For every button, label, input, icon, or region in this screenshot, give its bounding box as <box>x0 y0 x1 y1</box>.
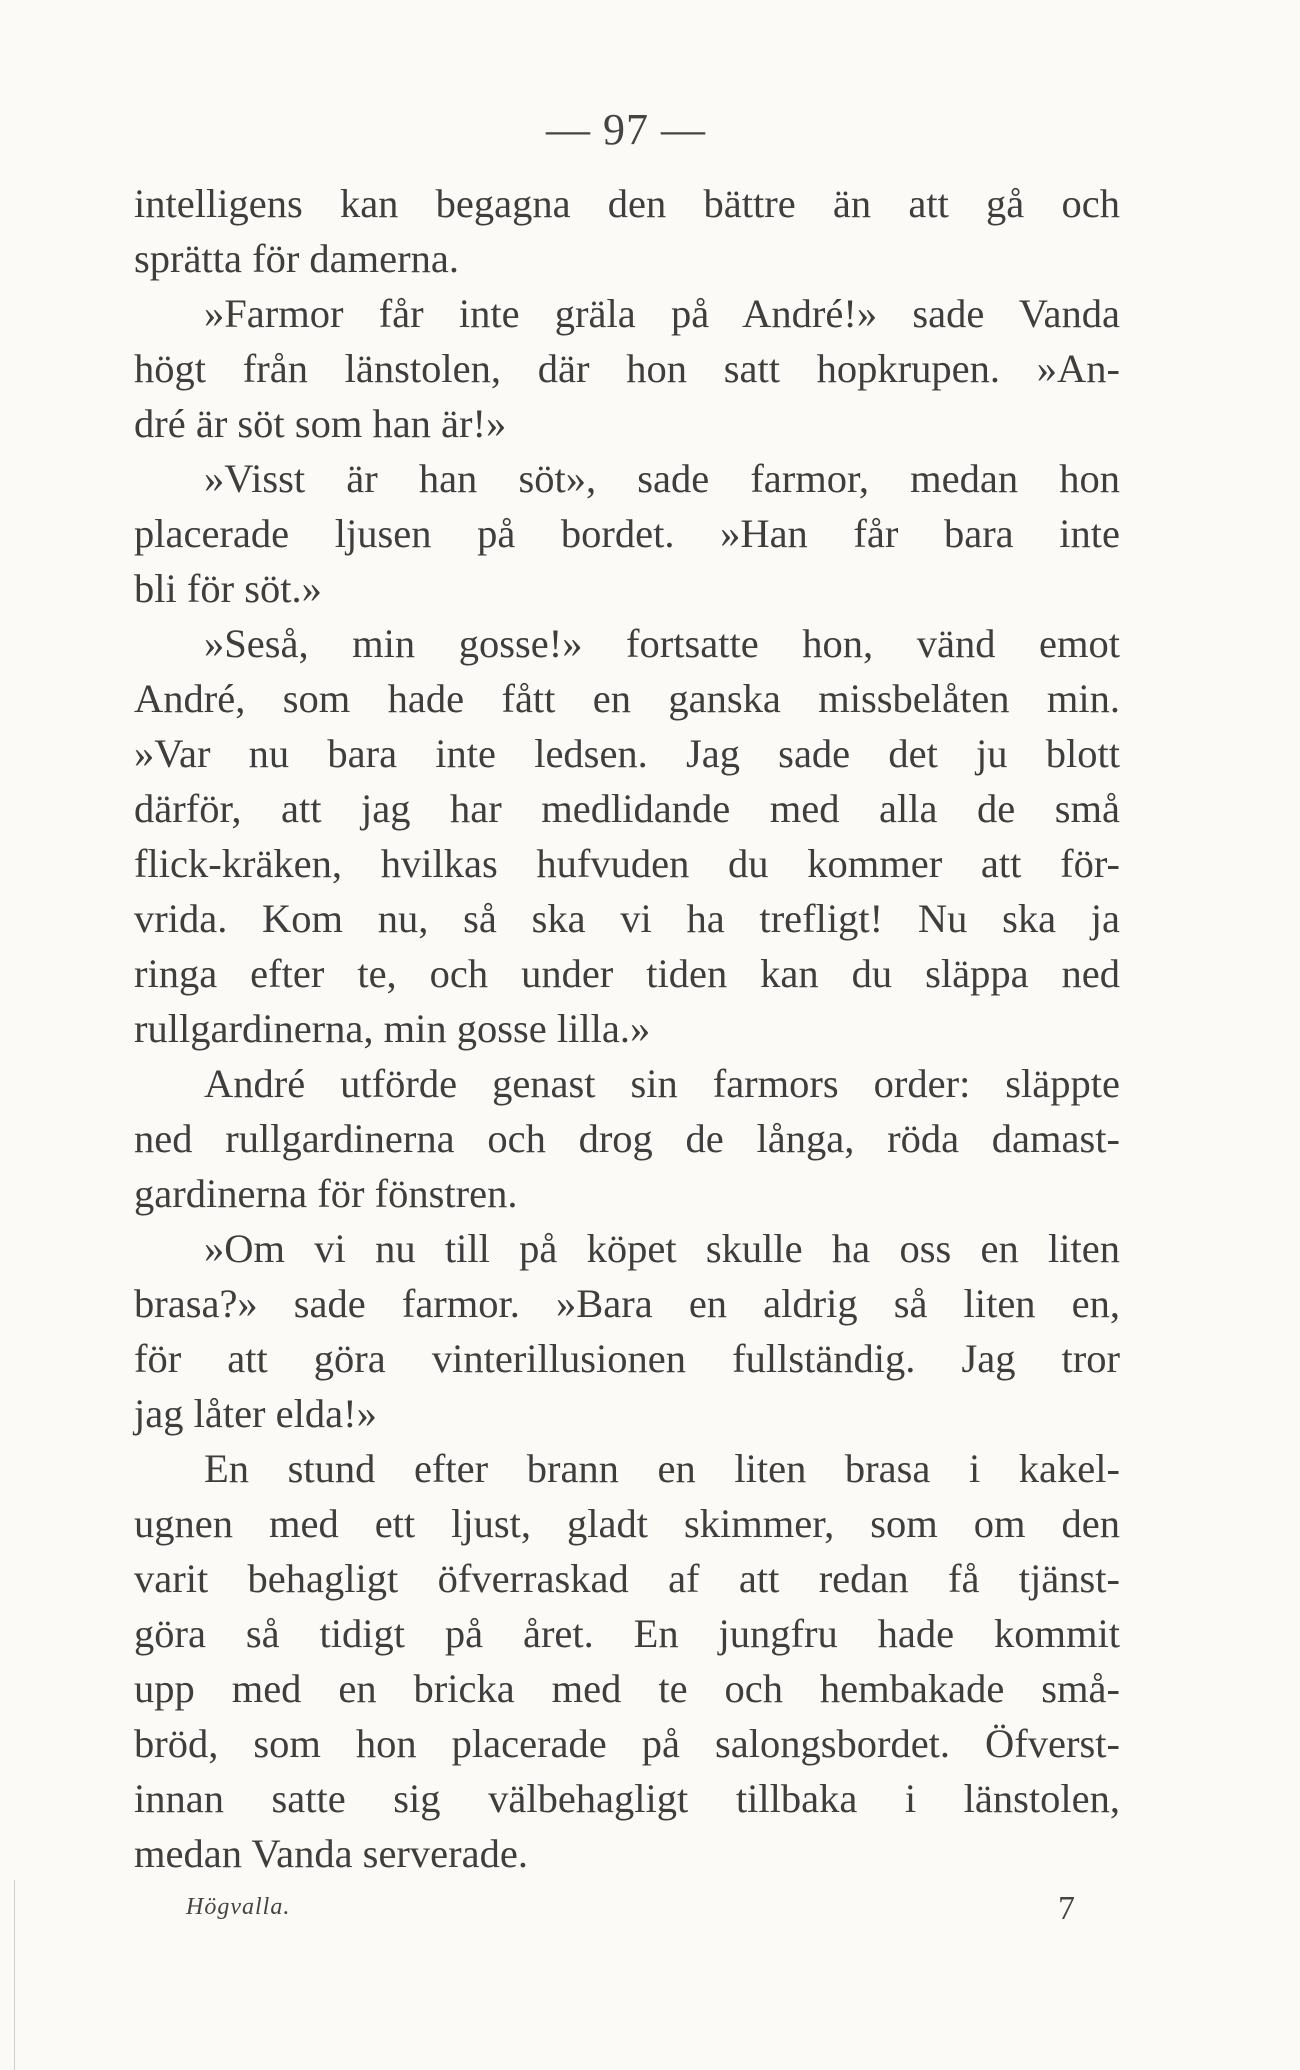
text-line: för att göra vinterillusionen fullständig. Jag tror <box>134 1336 1120 1381</box>
text-line: vrida. Kom nu, så ska vi ha trefligt! Nu ska ja <box>134 896 1120 941</box>
signature-mark: Högvalla. <box>186 1894 291 1920</box>
text-line: jag låter elda!» <box>134 1391 377 1436</box>
text-line: »Farmor får inte gräla på André!» sade Vanda <box>204 291 1120 336</box>
text-line: brasa?» sade farmor. »Bara en aldrig så liten en, <box>134 1281 1120 1326</box>
text-line: innan satte sig välbehagligt tillbaka i länstolen, <box>134 1776 1120 1821</box>
text-line: varit behagligt öfverraskad af att redan få tjänst- <box>134 1556 1120 1601</box>
text-line: En stund efter brann en liten brasa i kakel- <box>204 1446 1120 1491</box>
text-line: flick-kräken, hvilkas hufvuden du kommer att för- <box>134 841 1120 886</box>
text-line: intelligens kan begagna den bättre än att gå och <box>134 181 1120 226</box>
text-line: dré är söt som han är!» <box>134 401 507 446</box>
text-line: bröd, som hon placerade på salongsbordet. Öfverst- <box>134 1721 1120 1766</box>
text-line: André, som hade fått en ganska missbelåten min. <box>134 676 1120 721</box>
text-line: medan Vanda serverade. <box>134 1831 528 1876</box>
text-line: »Om vi nu till på köpet skulle ha oss en liten <box>204 1226 1120 1271</box>
page-edge-divider <box>14 1880 15 2070</box>
text-line: placerade ljusen på bordet. »Han får bara inte <box>134 511 1120 556</box>
text-line: upp med en bricka med te och hembakade små- <box>134 1666 1120 1711</box>
text-line: högt från länstolen, där hon satt hopkrupen. »An- <box>134 346 1120 391</box>
text-line: ringa efter te, och under tiden kan du släppa ned <box>134 951 1120 996</box>
page-number: — 97 — <box>546 105 706 154</box>
text-line: göra så tidigt på året. En jungfru hade kommit <box>134 1611 1120 1656</box>
body-text <box>134 176 1120 1881</box>
text-line: »Visst är han söt», sade farmor, medan hon <box>204 456 1120 501</box>
text-line: »Var nu bara inte ledsen. Jag sade det ju blott <box>134 731 1120 776</box>
text-line: ned rullgardinerna och drog de långa, röda damast- <box>134 1116 1120 1161</box>
text-line: »Seså, min gosse!» fortsatte hon, vänd emot <box>204 621 1120 666</box>
text-line: rullgardinerna, min gosse lilla.» <box>134 1006 651 1051</box>
text-line: sprätta för damerna. <box>134 236 459 281</box>
signature-number: 7 <box>1058 1890 1075 1927</box>
text-line: därför, att jag har medlidande med alla de små <box>134 786 1120 831</box>
text-line: bli för söt.» <box>134 566 322 611</box>
text-line: gardinerna för fönstren. <box>134 1171 518 1216</box>
text-line: ugnen med ett ljust, gladt skimmer, som om den <box>134 1501 1120 1546</box>
text-line: André utförde genast sin farmors order: släppte <box>204 1061 1120 1106</box>
